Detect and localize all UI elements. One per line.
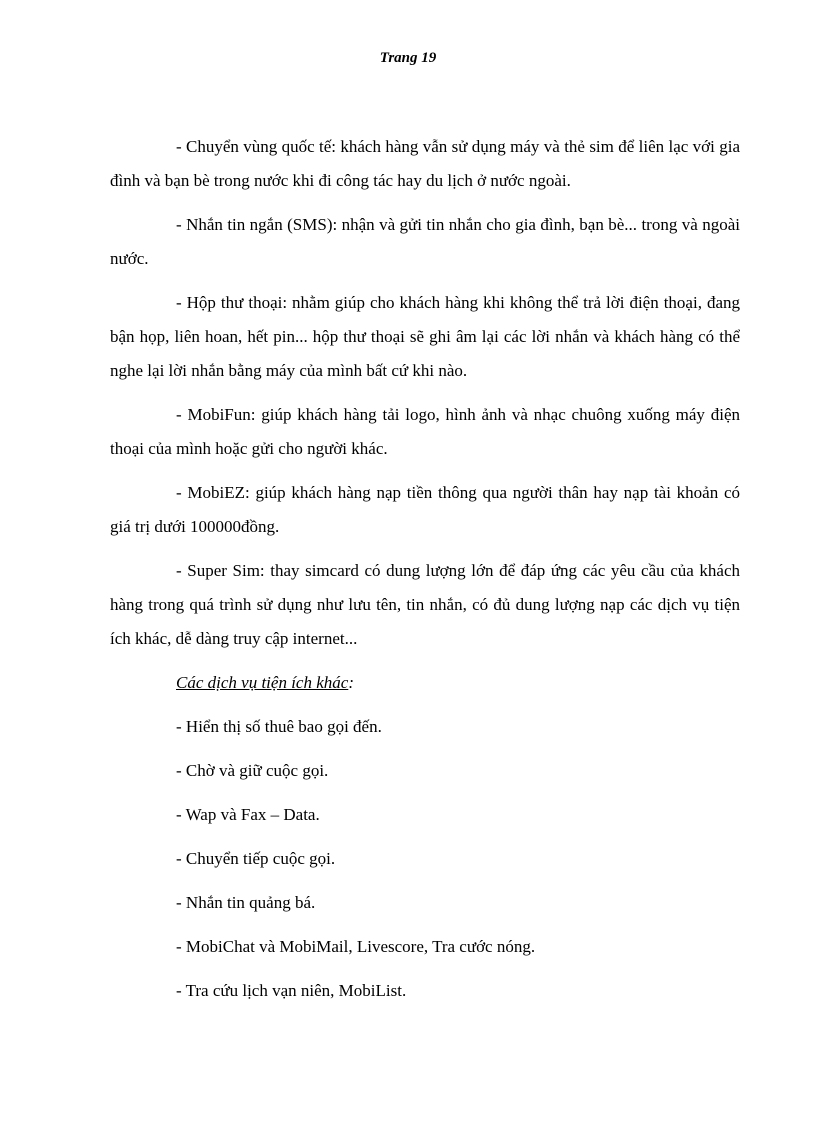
list-item: - Nhắn tin quảng bá.	[176, 893, 316, 912]
section-heading-other-services	[110, 666, 740, 700]
paragraph-international-roaming: - Chuyển vùng quốc tế: khách hàng vẫn sử dụng máy và thẻ sim để liên lạc với gia đình và bạn bè trong nước khi đi công tác hay du lịch ở nước ngoài.	[110, 137, 740, 190]
list-item: - MobiChat và MobiMail, Livescore, Tra cước nóng.	[176, 937, 536, 956]
paragraph-super-sim: - Super Sim: thay simcard có dung lượng lớn để đáp ứng các yêu cầu của khách hàng trong quá trình sử dụng như lưu tên, tin nhắn, có đủ dung lượng nạp các dịch vụ tiện ích khác, dễ dàng truy cập internet...	[110, 561, 740, 648]
list-item: - Tra cứu lịch vạn niên, MobiList.	[176, 981, 407, 1000]
paragraph-sms: - Nhắn tin ngắn (SMS): nhận và gửi tin nhắn cho gia đình, bạn bè... trong và ngoài nước.	[110, 215, 740, 268]
page-number-header: Trang 19	[379, 50, 437, 66]
section-heading-text: Các dịch vụ tiện ích khác	[176, 673, 349, 692]
paragraph-mobifun: - MobiFun: giúp khách hàng tải logo, hình ảnh và nhạc chuông xuống máy điện thoại của mình hoặc gửi cho người khác.	[110, 405, 740, 458]
paragraph-voicemail: - Hộp thư thoại: nhằm giúp cho khách hàng khi không thể trả lời điện thoại, đang bận họp, liên hoan, hết pin... hộp thư thoại sẽ ghi âm lại các lời nhắn và khách hàng có thể nghe lại lời nhắn bằng máy của mình bất cứ khi nào.	[110, 293, 740, 380]
paragraph-mobiez: - MobiEZ: giúp khách hàng nạp tiền thông qua người thân hay nạp tài khoản có giá trị dưới 100000đồng.	[110, 483, 740, 536]
list-item: - Chuyển tiếp cuộc gọi.	[176, 849, 336, 868]
section-heading-colon: :	[348, 673, 354, 692]
list-item: - Hiển thị số thuê bao gọi đến.	[176, 717, 382, 736]
other-services-list	[110, 710, 740, 1008]
list-item: - Chờ và giữ cuộc gọi.	[176, 761, 329, 780]
list-item: - Wap và Fax – Data.	[176, 805, 320, 824]
document-body	[110, 130, 740, 1018]
